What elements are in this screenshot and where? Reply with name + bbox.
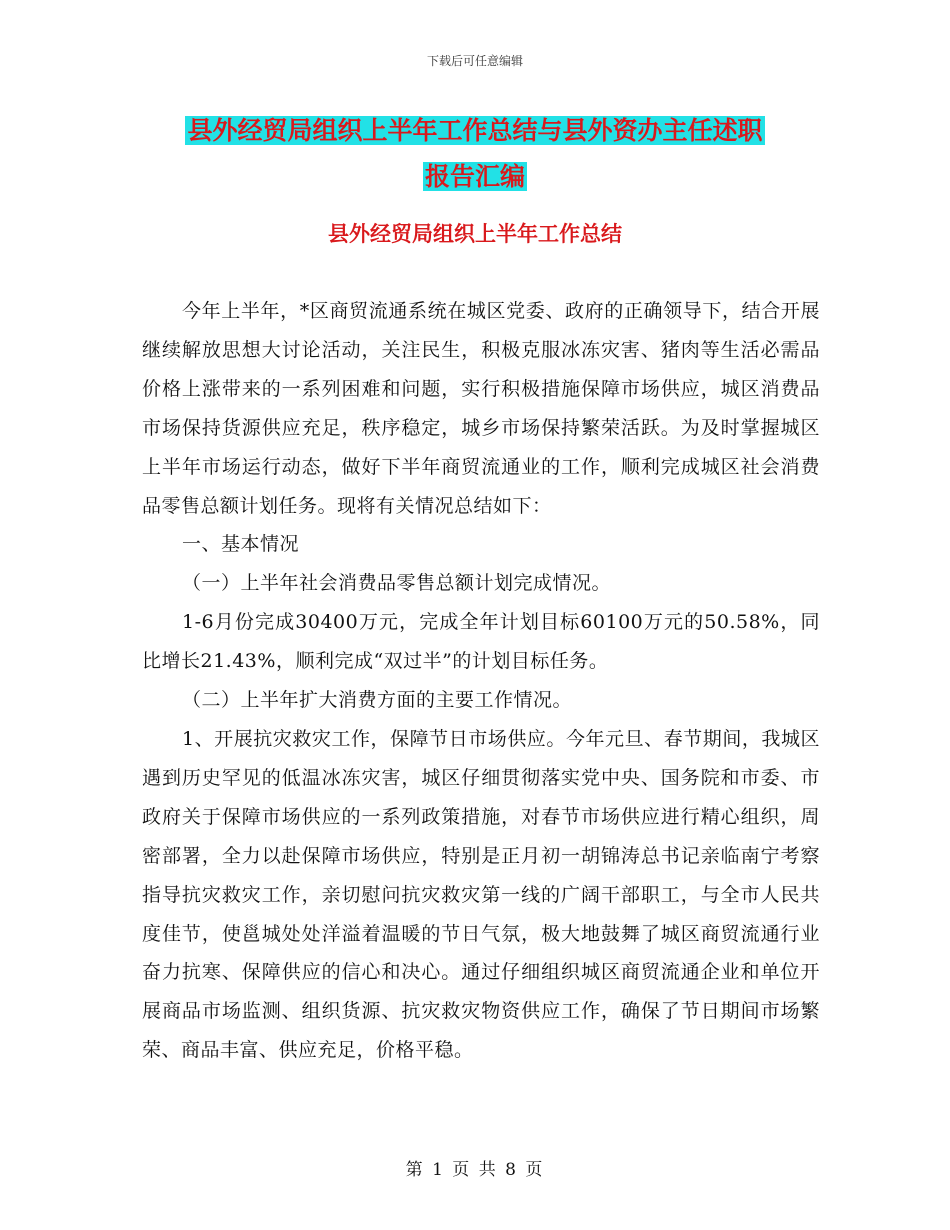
paragraph-subheading-2: （二）上半年扩大消费方面的主要工作情况。 bbox=[182, 689, 573, 712]
title-line-1: 县外经贸局组织上半年工作总结与县外资办主任述职 bbox=[187, 116, 763, 145]
paragraph-item-1: 1、开展抗灾救灾工作，保障节日市场供应。今年元旦、春节期间，我城区遇到历史罕见的低温冰冻灾害，城区仔细贯彻落实党中央、国务院和市委、市政府关于保障市场供应的一系列政策措施，对春节市场供应进行精心组织，周密部署，全力以赴保障市场供应，特别是正月初一胡锦涛总书记亲临南宁考察指导抗灾救灾工作，亲切慰问抗灾救灾第一线的广阔干部职工，与全市人民共度佳节，使邕城处处洋溢着温暖的节日气氛，极大地鼓舞了城区商贸流通行业奋力抗寒、保障供应的信心和决心。通过仔细组织城区商贸流通企业和单位开展商品市场监测、组织货源、抗灾救灾物资供应工作，确保了节日期间市场繁荣、商品丰富、供应充足，价格平稳。 bbox=[142, 727, 820, 1062]
document-body bbox=[142, 292, 820, 1070]
paragraph-intro: 今年上半年，*区商贸流通系统在城区党委、政府的正确领导下，结合开展继续解放思想大讨论活动，关注民生，积极克服冰冻灾害、猪肉等生活必需品价格上涨带来的一系列困难和问题，实行积极措施保障市场供应，城区消费品市场保持货源供应充足，秩序稳定，城乡市场保持繁荣活跃。为及时掌握城区上半年市场运行动态，做好下半年商贸流通业的工作，顺利完成城区社会消费品零售总额计划任务。现将有关情况总结如下： bbox=[142, 300, 820, 517]
section-title: 县外经贸局组织上半年工作总结 bbox=[328, 222, 622, 246]
title-line-2: 报告汇编 bbox=[424, 162, 525, 191]
paragraph-subheading-1: （一）上半年社会消费品零售总额计划完成情况。 bbox=[182, 572, 612, 595]
document-title bbox=[150, 108, 800, 200]
page-header: 下载后可任意编辑 bbox=[426, 54, 523, 68]
paragraph-heading-basic: 一、基本情况 bbox=[182, 533, 300, 556]
paragraph-stats: 1-6月份完成30400万元，完成全年计划目标60100万元的50.58%，同比增长21.43%，顺利完成“双过半”的计划目标任务。 bbox=[142, 611, 820, 673]
page-footer: 第 1 页 共 8 页 bbox=[405, 1160, 545, 1180]
